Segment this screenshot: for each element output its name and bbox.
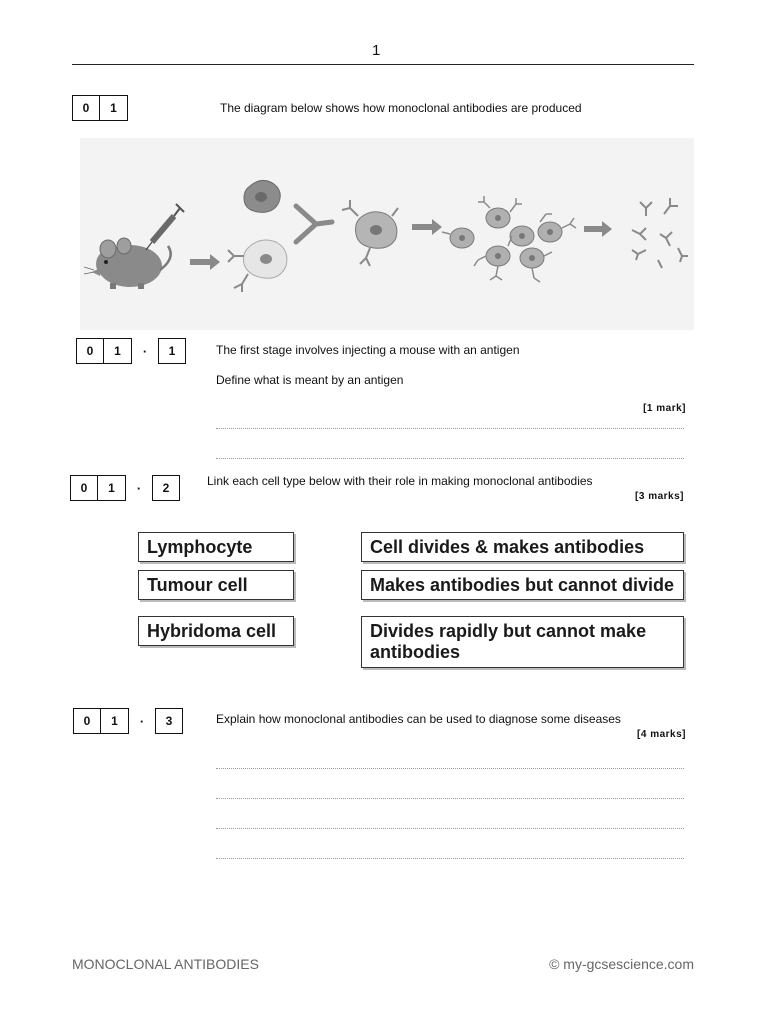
question-01-1-prompt: Define what is meant by an antigen [216,373,404,387]
question-separator: · [142,343,148,359]
question-digit: 1 [101,708,129,734]
arrow-icon [584,221,612,237]
question-01-3-text: Explain how monoclonal antibodies can be used to diagnose some diseases [216,712,621,726]
question-digit: 0 [72,95,100,121]
question-digit: 0 [73,708,101,734]
answer-line[interactable] [216,428,684,429]
question-digit: 1 [98,475,126,501]
cell-type-hybridoma-cell[interactable]: Hybridoma cell [138,616,294,646]
answer-line[interactable] [216,858,684,859]
monoclonal-production-diagram [80,138,694,330]
role-divides-rapidly-cannot-make[interactable]: Divides rapidly but cannot make antibodies [361,616,684,668]
mouse-icon [84,238,171,289]
cloned-cells-icon [442,196,576,282]
footer-copyright: © my-gcsescience.com [549,956,694,972]
question-digit: 3 [155,708,183,734]
question-digit: 1 [158,338,186,364]
cell-type-lymphocyte[interactable]: Lymphocyte [138,532,294,562]
question-digit: 0 [70,475,98,501]
header-rule [72,64,694,65]
cell-type-tumour-cell[interactable]: Tumour cell [138,570,294,600]
question-separator: · [136,480,142,496]
answer-line[interactable] [216,828,684,829]
antibody-icon [296,206,332,242]
question-digit: 1 [100,95,128,121]
question-number-01 [72,95,128,121]
question-number-01-2 [70,475,180,501]
lymphocyte-icon [228,240,287,292]
arrow-icon [412,219,442,235]
question-separator: · [139,713,145,729]
diagram-svg [80,138,694,330]
question-01-2-text: Link each cell type below with their role in making monoclonal antibodies [207,474,593,488]
answer-line[interactable] [216,768,684,769]
question-number-01-3 [73,708,183,734]
answer-line[interactable] [216,458,684,459]
question-digit: 0 [76,338,104,364]
question-digit: 1 [104,338,132,364]
syringe-icon [146,204,184,250]
question-01-1-text: The first stage involves injecting a mouse with an antigen [216,343,520,357]
question-digit: 2 [152,475,180,501]
hybridoma-cell-icon [342,200,398,266]
marks-label: [1 mark] [643,403,686,414]
question-number-01-1 [76,338,186,364]
marks-label: [3 marks] [635,491,684,502]
arrow-icon [190,254,220,270]
antibody-icon [632,198,688,268]
answer-line[interactable] [216,798,684,799]
role-makes-antibodies-cannot-divide[interactable]: Makes antibodies but cannot divide [361,570,684,600]
question-01-text: The diagram below shows how monoclonal antibodies are produced [220,101,582,115]
page-number: 1 [372,42,381,59]
footer-title: MONOCLONAL ANTIBODIES [72,956,259,972]
role-divides-makes-antibodies[interactable]: Cell divides & makes antibodies [361,532,684,562]
tumour-cell-icon [244,180,280,212]
marks-label: [4 marks] [637,729,686,740]
